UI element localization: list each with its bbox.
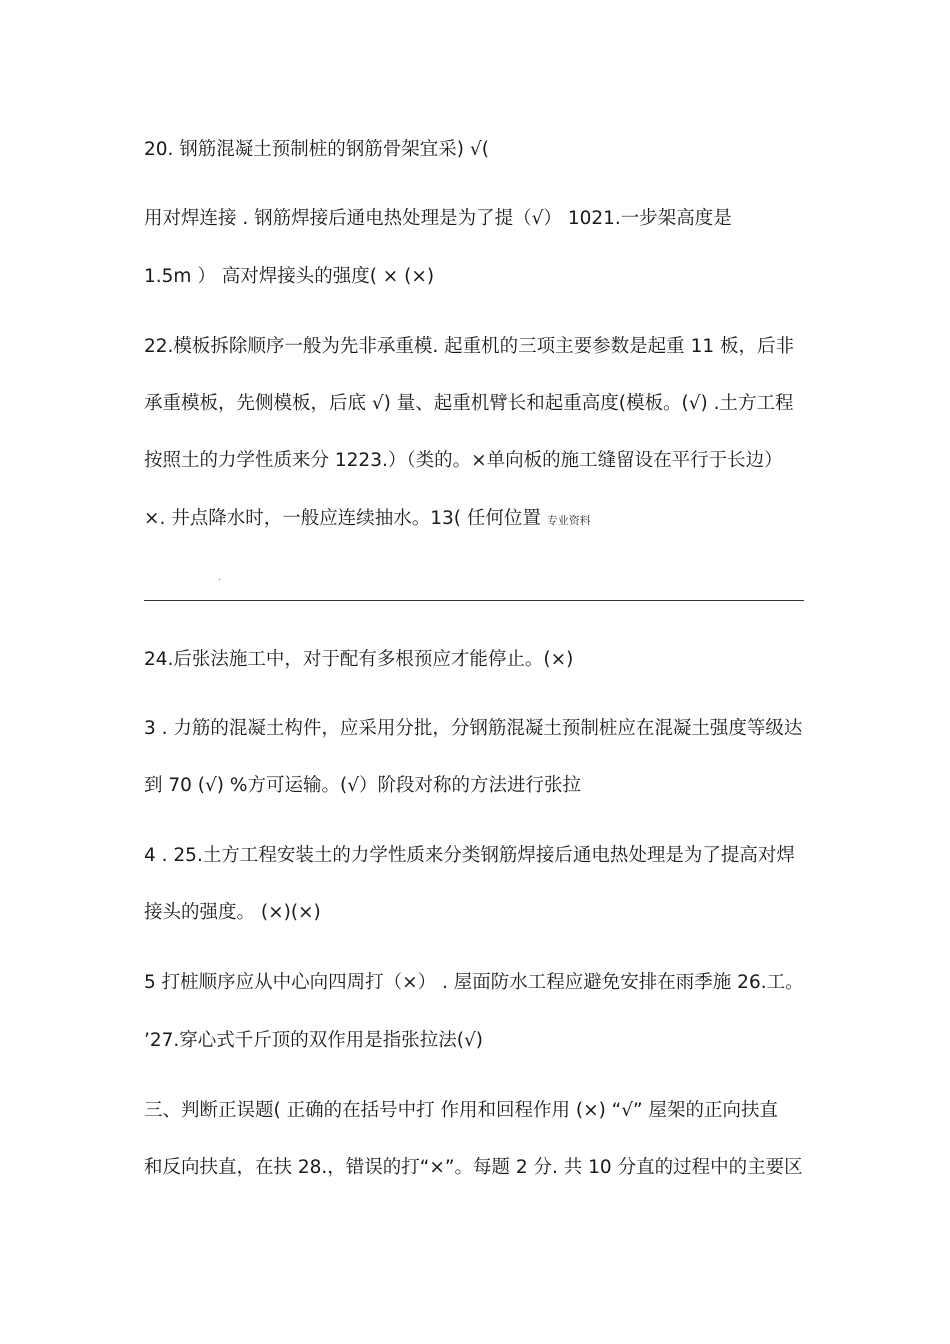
text-line-13: 5 打桩顺序应从中心向四周打（×） . 屋面防水工程应避免安排在雨季施 26.工。 xyxy=(144,972,804,993)
text-line-15: 三、判断正误题( 正确的在括号中打 作用和回程作用 (×) “√” 屋架的正向扶直 xyxy=(144,1100,779,1121)
text-line-1: 20. 钢筋混凝土预制桩的钢筋骨架宜采) √( xyxy=(144,139,489,160)
footer-small-label: 专业资料 xyxy=(546,514,591,527)
text-line-11: 4 . 25.土方工程安装土的力学性质来分类钢筋焊接后通电热处理是为了提高对焊 xyxy=(144,845,795,866)
text-line-3: 1.5m ） 高对焊接头的强度( × (×) xyxy=(144,266,435,287)
divider-mark: . xyxy=(218,573,221,582)
text-line-14: ’27.穿心式千斤顶的双作用是指张拉法(√) xyxy=(144,1030,484,1051)
text-line-12: 接头的强度。 (×)(×) xyxy=(144,902,321,923)
text-line-7-main: ×. 井点降水时，一般应连续抽水。13( 任何位置 xyxy=(144,508,541,529)
text-line-7 xyxy=(144,507,591,533)
text-line-5: 承重模板，先侧模板，后底 √) 量、起重机臂长和起重高度(模板。(√) .土方工程 xyxy=(144,393,794,414)
text-line-9: 3 . 力筋的混凝土构件，应采用分批，分钢筋混凝土预制桩应在混凝土强度等级达 xyxy=(144,718,803,739)
text-line-10: 到 70 (√) %方可运输。(√）阶段对称的方法进行张拉 xyxy=(144,775,581,796)
text-line-6: 按照土的力学性质来分 1223.）（类的。×单向板的施工缝留设在平行于长边） xyxy=(144,450,783,471)
horizontal-divider xyxy=(144,600,804,601)
text-line-16: 和反向扶直，在扶 28.，错误的打“×”。每题 2 分. 共 10 分直的过程中的主要区 xyxy=(144,1157,803,1178)
text-line-2: 用对焊连接 . 钢筋焊接后通电热处理是为了提（√） 1021.一步架高度是 xyxy=(144,208,732,229)
text-line-8: 24.后张法施工中，对于配有多根预应才能停止。(×) xyxy=(144,649,574,670)
text-line-4: 22.模板拆除顺序一般为先非承重模. 起重机的三项主要参数是起重 11 板，后非 xyxy=(144,336,794,357)
